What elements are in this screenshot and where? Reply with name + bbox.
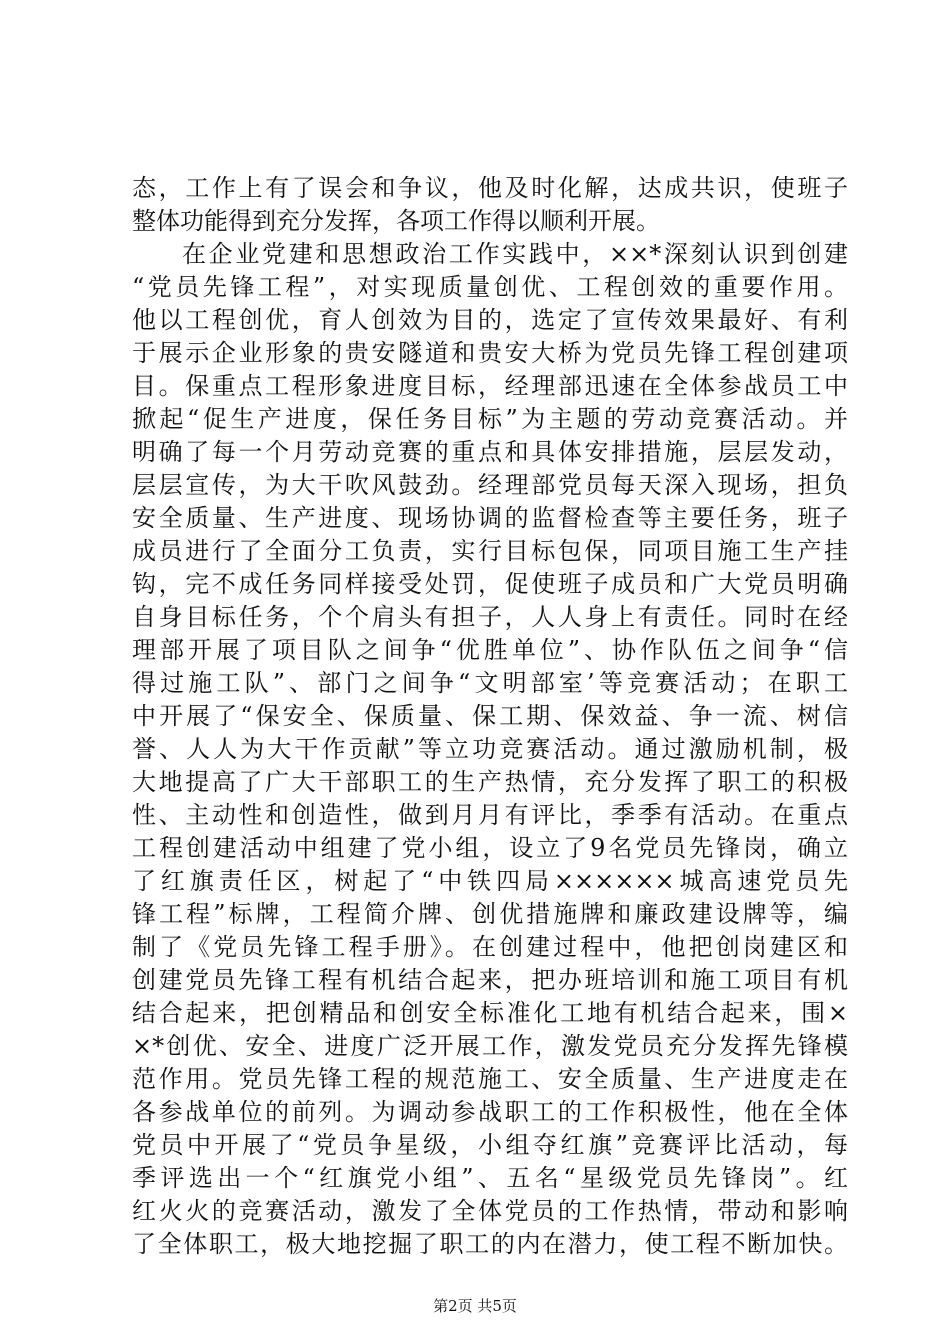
text-line: 季评选出一个“红旗党小组”、五名“星级党员先锋岗”。红 (132, 1164, 848, 1192)
text-line: 整体功能得到充分发挥，各项工作得以顺利开展。 (132, 207, 660, 235)
text-line: 于展示企业形象的贵安隧道和贵安大桥为党员先锋工程创建项 (132, 339, 848, 367)
text-line: 各参战单位的前列。为调动参战职工的工作积极性，他在全体 (132, 1098, 848, 1126)
text-line: “党员先锋工程”，对实现质量创优、工程创效的重要作用。 (132, 273, 848, 301)
text-line: 工程创建活动中组建了党小组，设立了9名党员先锋岗，确立 (132, 834, 848, 862)
text-line: 誉、人人为大干作贡献”等立功竞赛活动。通过激励机制，极 (132, 735, 848, 763)
text-line: 制了《党员先锋工程手册》。在创建过程中，他把创岗建区和 (132, 933, 848, 961)
text-line: 态，工作上有了误会和争议，他及时化解，达成共识，使班子 (132, 174, 848, 202)
document-body (132, 172, 848, 1261)
text-line: 红火火的竞赛活动，激发了全体党员的工作热情，带动和影响 (132, 1197, 848, 1225)
text-line: 层层宣传，为大干吹风鼓劲。经理部党员每天深入现场，担负 (132, 471, 848, 499)
text-line: 钩，完不成任务同样接受处罚，促使班子成员和广大党员明确 (132, 570, 848, 598)
text-line: 了全体职工，极大地挖掘了职工的内在潜力，使工程不断加快。 (132, 1230, 848, 1258)
text-line: ×*创优、安全、进度广泛开展工作，激发党员充分发挥先锋模 (132, 1032, 848, 1060)
text-line: 结合起来，把创精品和创安全标准化工地有机结合起来，围× (132, 999, 848, 1027)
text-line: 目。保重点工程形象进度目标，经理部迅速在全体参战员工中 (132, 372, 848, 400)
text-line: 理部开展了项目队之间争“优胜单位”、协作队伍之间争“信 (132, 636, 848, 664)
text-line: 了红旗责任区，树起了“中铁四局××××××城高速党员先 (132, 867, 848, 895)
text-line: 锋工程”标牌，工程简介牌、创优措施牌和廉政建设牌等，编 (132, 900, 848, 928)
text-line: 自身目标任务，个个肩头有担子，人人身上有责任。同时在经 (132, 603, 848, 631)
text-line: 范作用。党员先锋工程的规范施工、安全质量、生产进度走在 (132, 1065, 848, 1093)
text-line: 创建党员先锋工程有机结合起来，把办班培训和施工项目有机 (132, 966, 848, 994)
text-line: 中开展了“保安全、保质量、保工期、保效益、争一流、树信 (132, 702, 848, 730)
text-line: 明确了每一个月劳动竞赛的重点和具体安排措施，层层发动， (132, 438, 848, 466)
text-line: 安全质量、生产进度、现场协调的监督检查等主要任务，班子 (132, 504, 848, 532)
text-line: 党员中开展了“党员争星级，小组夺红旗”竞赛评比活动，每 (132, 1131, 848, 1159)
text-line: 得过施工队”、部门之间争“文明部室’等竞赛活动；在职工 (132, 669, 848, 697)
text-line: 性、主动性和创造性，做到月月有评比，季季有活动。在重点 (132, 801, 848, 829)
text-line: 大地提高了广大干部职工的生产热情，充分发挥了职工的积极 (132, 768, 848, 796)
text-line: 掀起“促生产进度，保任务目标”为主题的劳动竞赛活动。并 (132, 405, 848, 433)
paragraph-start-line: 在企业党建和思想政治工作实践中，××*深刻认识到创建 (182, 240, 848, 268)
text-line: 他以工程创优，育人创效为目的，选定了宣传效果最好、有利 (132, 306, 848, 334)
page-number-footer: 第2页 共5页 (433, 1297, 517, 1315)
text-line: 成员进行了全面分工负责，实行目标包保，同项目施工生产挂 (132, 537, 848, 565)
